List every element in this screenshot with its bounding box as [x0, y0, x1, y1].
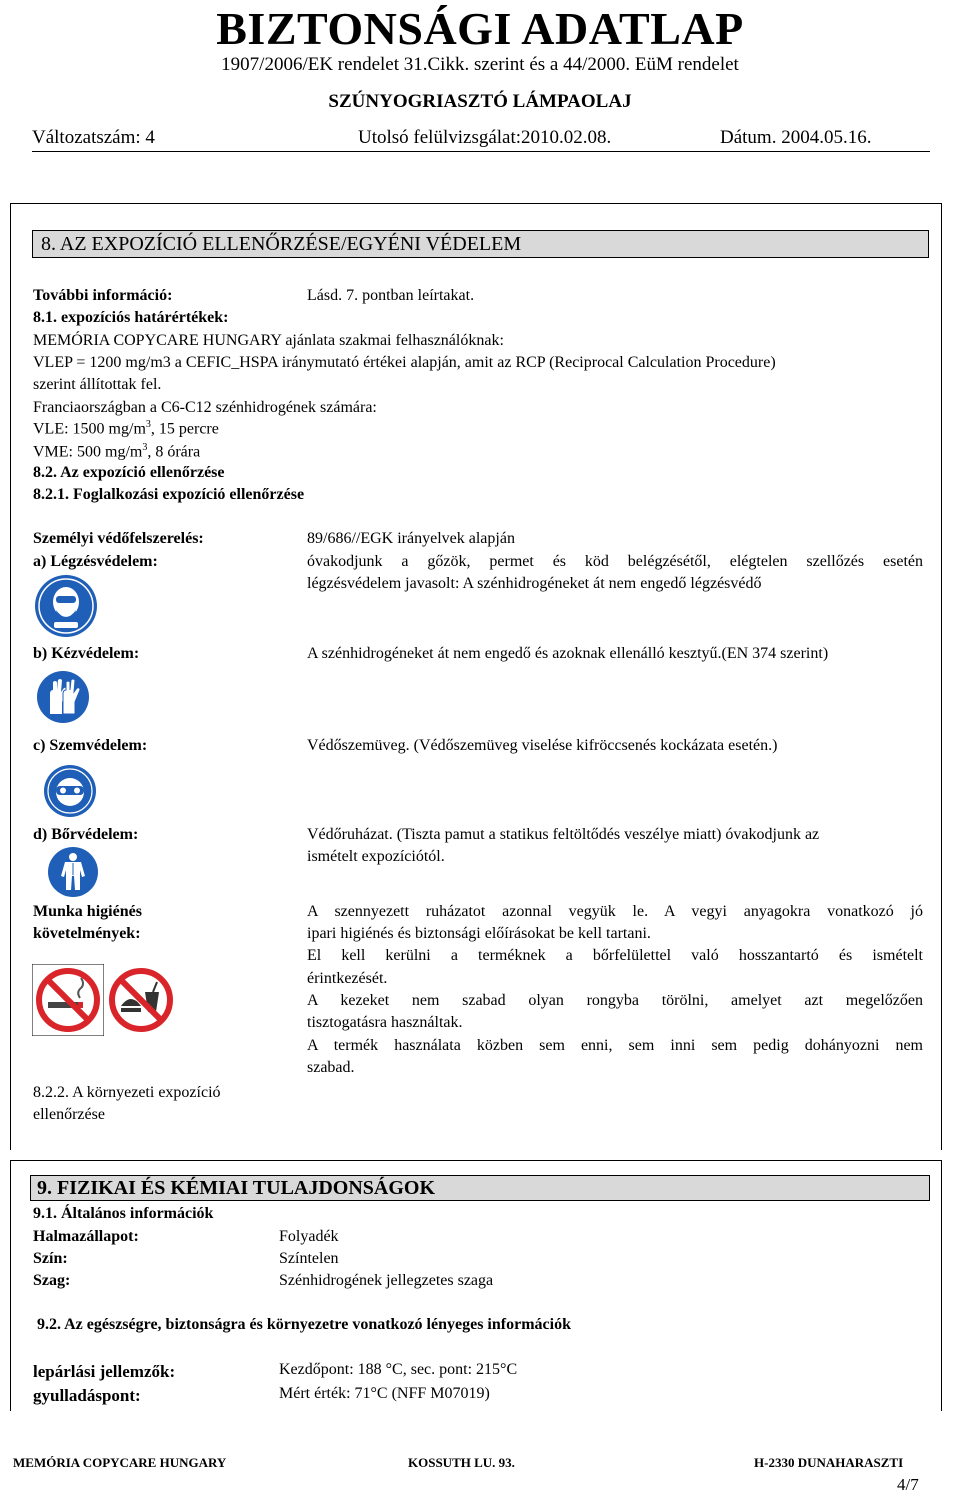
skin-protection-line: Védőruházat. (Tiszta pamut a statikus feltöltődés veszélye miatt) óvakodjunk az [307, 826, 820, 843]
safety-goggles-icon [43, 764, 97, 818]
limits-line: VLEP = 1200 mg/m3 a CEFIC_HSPA iránymutató értékei alapján, amit az RCP (Reciprocal Calculation Procedure) [33, 354, 776, 371]
footer-city: H-2330 DUNAHARASZTI [754, 1455, 904, 1470]
exposure-limits-title: 8.1. expozíciós határértékek: [33, 309, 229, 326]
boiling-characteristics-label: lepárlási jellemzők: [33, 1362, 176, 1381]
vle-text: VLE: 1500 mg/m [33, 420, 146, 438]
regulation-line: 1907/2006/EK rendelet 31.Cikk. szerint és a 44/2000. EüM rendelet [221, 54, 739, 75]
hand-protection-value: A szénhidrogéneket át nem engedő és azoknak ellenálló kesztyű.(EN 374 szerint) [307, 645, 829, 662]
boiling-characteristics-value: Kezdőpont: 188 °C, sec. pont: 215°C [279, 1361, 518, 1378]
respiratory-text-line: légzésvédelem javasolt: A szénhidrogéneket át nem engedő légzésvédő [307, 575, 762, 592]
product-name: SZÚNYOGRIASZTÓ LÁMPAOLAJ [328, 91, 632, 112]
further-info-value: Lásd. 7. pontban leírtakat. [307, 287, 475, 304]
version-number: Változatszám: 4 [32, 127, 155, 148]
gloves-icon [36, 670, 90, 724]
no-eating-drinking-icon [107, 966, 175, 1034]
health-safety-info-title: 9.2. Az egészségre, biztonságra és környezetre vonatkozó lényeges információk [37, 1316, 571, 1333]
limits-line: MEMÓRIA COPYCARE HUNGARY ajánlata szakmai felhasználóknak: [33, 332, 504, 349]
state-label: Halmazállapot: [33, 1228, 139, 1245]
environmental-exposure-label: ellenőrzése [33, 1106, 105, 1123]
color-label: Szín: [33, 1250, 68, 1267]
occupational-exposure-title: 8.2.1. Foglalkozási expozíció ellenőrzése [33, 486, 305, 503]
hygiene-line: ipari higiénés és biztonsági előírásokat be kell tartani. [307, 925, 651, 942]
eye-protection-label: c) Szemvédelem: [33, 737, 148, 754]
flash-point-label: gyulladáspont: [33, 1386, 141, 1405]
respiratory-text-line: óvakodjunk a gőzök, permet és köd belégzésétől, elégtelen szellőzés esetén [307, 553, 923, 570]
further-info-label: További információ: [33, 287, 173, 304]
hygiene-line: érintkezését. [307, 970, 388, 987]
vle-unit-exponent: 3 [145, 419, 151, 430]
protective-clothing-icon [47, 846, 99, 898]
hygiene-line: El kell kerülni a terméknek a bőrfelülettel való hosszantartó és ismételt [307, 947, 923, 964]
eye-protection-value: Védőszemüveg. (Védőszemüveg viselése kifröccsenés kockázata esetén.) [307, 737, 778, 754]
version-line [32, 127, 930, 152]
hygiene-label: követelmények: [33, 925, 141, 942]
skin-protection-line: ismételt expozíciótól. [307, 848, 445, 865]
vme-line [33, 442, 200, 461]
hygiene-label: Munka higiénés [33, 903, 142, 920]
hygiene-line: A szennyezett ruházatot azonnal vegyük le. A vegyi anyagokra vonatkozó jó [307, 903, 923, 920]
flash-point-value: Mért érték: 71°C (NFF M07019) [279, 1385, 490, 1402]
section-9-heading: 9. FIZIKAI ÉS KÉMIAI TULAJDONSÁGOK [30, 1175, 930, 1201]
hand-protection-label: b) Kézvédelem: [33, 645, 140, 662]
environmental-exposure-label: 8.2.2. A környezeti expozíció [33, 1084, 221, 1101]
respiratory-label: a) Légzésvédelem: [33, 553, 158, 570]
issue-date: Dátum. 2004.05.16. [720, 127, 872, 148]
state-value: Folyadék [279, 1228, 339, 1245]
limits-line: Franciaországban a C6-C12 szénhidrogének számára: [33, 399, 377, 416]
section-8-heading: 8. AZ EXPOZÍCIÓ ELLENŐRZÉSE/EGYÉNI VÉDELEM [32, 230, 929, 258]
footer-company: MEMÓRIA COPYCARE HUNGARY [13, 1455, 227, 1470]
odor-value: Szénhidrogének jellegzetes szaga [279, 1272, 494, 1289]
ppe-value: 89/686//EGK irányelvek alapján [307, 530, 515, 547]
vle-duration: , 15 percre [150, 420, 219, 438]
footer-address: KOSSUTH LU. 93. [408, 1455, 515, 1470]
vme-duration: , 8 órára [147, 443, 201, 461]
hygiene-line: A kezeket nem szabad olyan rongyba törölni, amelyet azt megelőzően [307, 992, 923, 1009]
respirator-mask-icon [34, 574, 98, 638]
document-title: BIZTONSÁGI ADATLAP [216, 3, 744, 54]
vme-text: VME: 500 mg/m [33, 443, 143, 461]
hygiene-line: A termék használata közben sem enni, sem inni sem pedig dohányozni nem [307, 1037, 923, 1054]
color-value: Színtelen [279, 1250, 339, 1267]
page-number: 4/7 [897, 1475, 919, 1494]
hygiene-line: tisztogatásra használtak. [307, 1014, 463, 1031]
vle-line [33, 419, 219, 438]
general-info-title: 9.1. Általános információk [33, 1205, 214, 1222]
skin-protection-label: d) Bőrvédelem: [33, 826, 139, 843]
vme-unit-exponent: 3 [142, 442, 148, 453]
limits-line: szerint állítottak fel. [33, 376, 162, 393]
ppe-label: Személyi védőfelszerelés: [33, 530, 204, 547]
odor-label: Szag: [33, 1272, 71, 1289]
last-review: Utolsó felülvizsgálat:2010.02.08. [358, 127, 612, 148]
hygiene-line: szabad. [307, 1059, 355, 1076]
no-smoking-icon [32, 964, 104, 1036]
exposure-control-title: 8.2. Az expozíció ellenőrzése [33, 464, 225, 481]
